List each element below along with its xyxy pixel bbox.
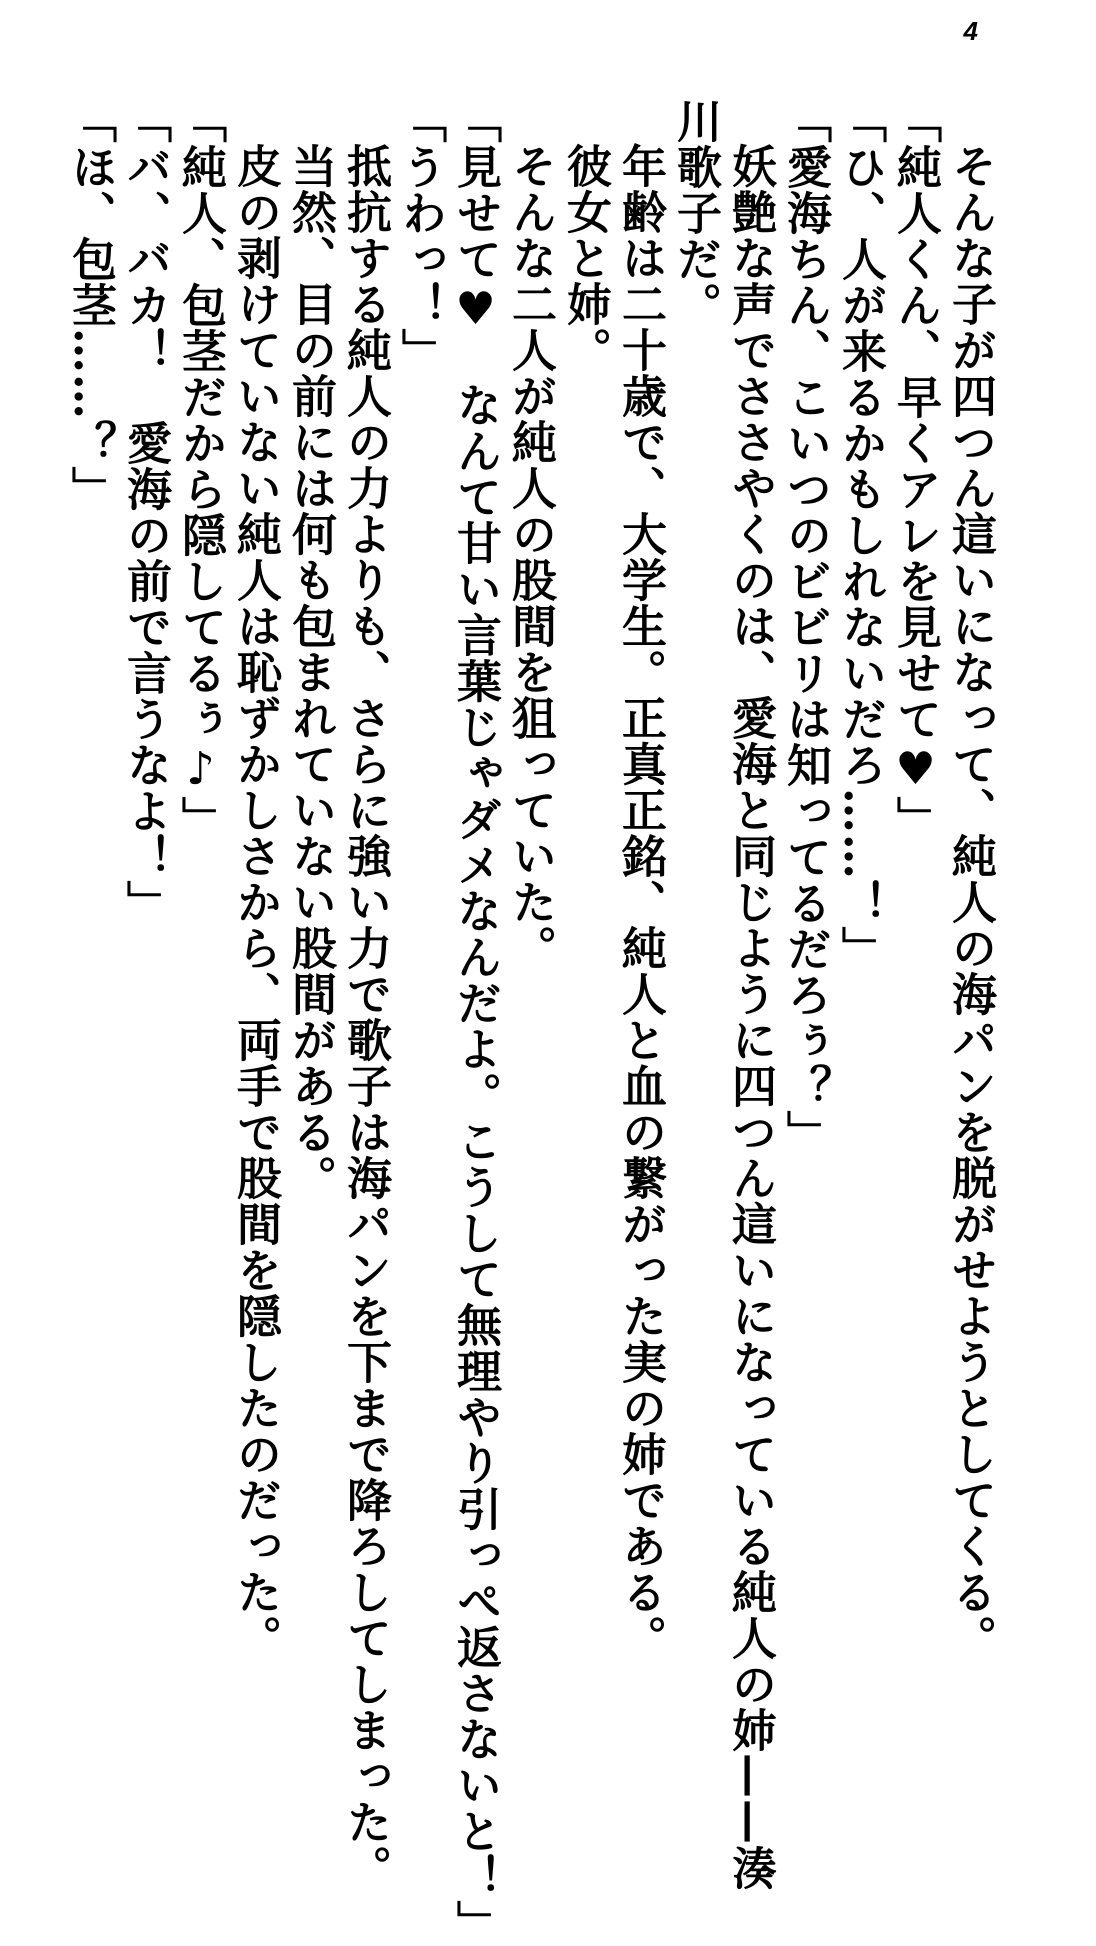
text-line: 「見せて♥ なんて甘い言葉じゃダメなんだよ。こうして無理やり引っぺ返さないと！」 (449, 98, 502, 1946)
text-line: 妖艶な声でささやくのは、愛海と同じように四つん這いになっている純人の姉——湊 (724, 143, 777, 1891)
text-line: 「ほ、包茎……？」 (64, 98, 117, 512)
text-line: 当然、目の前には何も包まれていない股間がある。 (284, 143, 337, 1201)
text-line: 「純人くん、早くアレを見せて♥」 (889, 98, 942, 842)
text-line: 「バ、バカ！ 愛海の前で言うなよ！」 (119, 98, 172, 926)
text-line: 「ひ、人が来るかもしれないだろ……！」 (834, 98, 887, 972)
text-line: そんな二人が純人の股間を狙っていた。 (504, 143, 557, 971)
text-line: 「純人、包茎だから隠してるぅ♪」 (174, 98, 227, 842)
text-line: そんな子が四つん這いになって、純人の海パンを脱がせようとしてくる。 (944, 143, 997, 1661)
text-line: 「愛海ちん、こいつのビビリは知ってるだろぅ？」 (779, 98, 832, 1156)
vertical-text-body (64, 98, 998, 1946)
text-line: 川歌子だ。 (669, 98, 722, 328)
text-line: 皮の剥けていない純人は恥ずかしさから、両手で股間を隠したのだった。 (229, 143, 282, 1661)
text-line: 抵抗する純人の力よりも、さらに強い力で歌子は海パンを下まで降ろしてしまった。 (339, 143, 392, 1891)
text-line: 彼女と姉。 (559, 143, 612, 373)
text-line: 年齢は二十歳で、大学生。正真正銘、純人と血の繋がった実の姉である。 (614, 143, 667, 1661)
page-number: 4 (963, 16, 978, 46)
text-line: 「うわっ！」 (394, 98, 447, 374)
